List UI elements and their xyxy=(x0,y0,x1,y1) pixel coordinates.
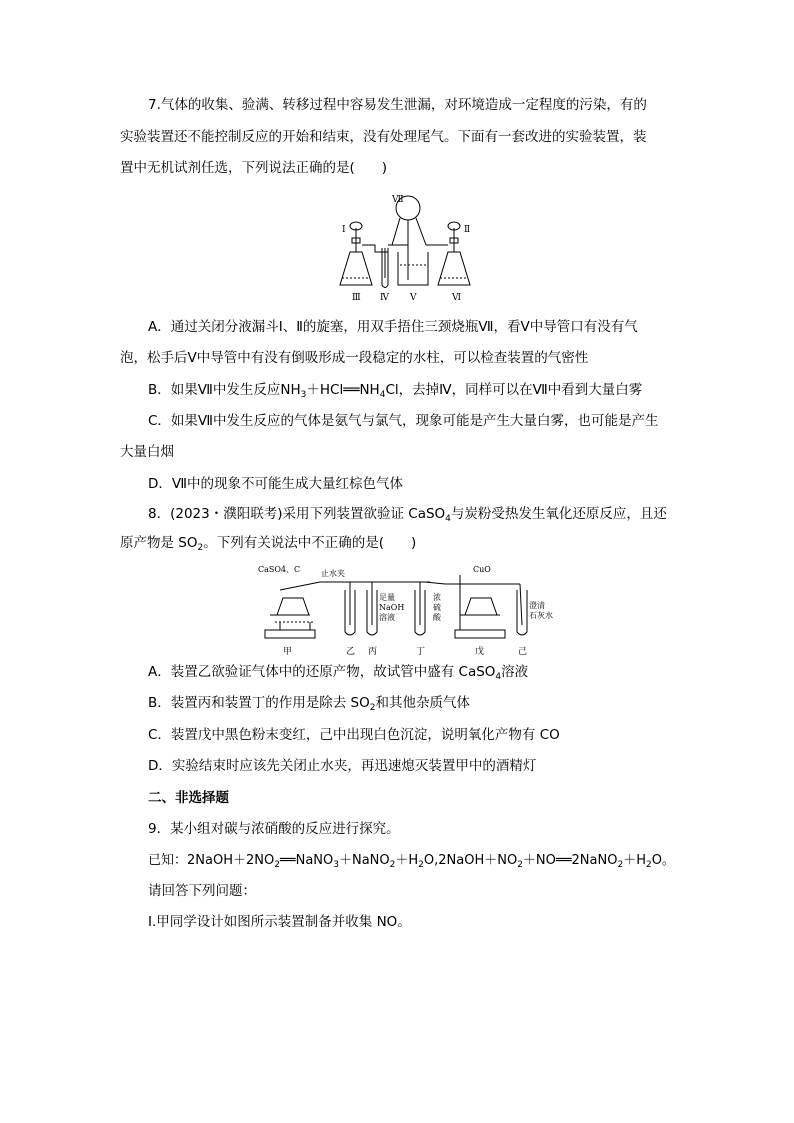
label-yi: 乙 xyxy=(346,647,356,657)
label-jia: 甲 xyxy=(283,647,293,657)
q7-option-a-line-1: A．通过关闭分液漏斗Ⅰ、Ⅱ的旋塞，用双手捂住三颈烧瓶Ⅶ，看Ⅴ中导管口有没有气 xyxy=(148,319,638,335)
q7-stem-line-1: 7.气体的收集、验满、转移过程中容易发生泄漏，对环境造成一定程度的污染，有的 xyxy=(148,97,647,113)
q7-option-c-line-2: 大量白烟 xyxy=(120,444,174,460)
label-ding: 丁 xyxy=(416,647,426,657)
tube-ji xyxy=(517,584,527,635)
tube-bing xyxy=(367,582,377,635)
q8-stem-line-2: 原产物是 $SO_2$。下列有关说法中不正确的是( ) xyxy=(120,535,417,553)
label-lime-1: 澄清 xyxy=(529,601,545,610)
label-i: Ⅰ xyxy=(342,225,346,235)
q9-stem: 9．某小组对碳与浓硝酸的反应进行探究。 xyxy=(148,821,400,837)
label-vi: Ⅵ xyxy=(452,293,462,303)
label-cuo: CuO xyxy=(473,565,491,574)
section-2-heading: 二、非选择题 xyxy=(148,790,229,806)
label-naoh-1: 足量 xyxy=(379,593,395,602)
label-wu: 戊 xyxy=(475,647,485,657)
q8-apparatus-figure xyxy=(255,560,555,660)
label-iv: Ⅳ xyxy=(380,293,389,303)
q8-option-c: C．装置戊中黑色粉末变红，己中出现白色沉淀，说明氧化产物有 CO xyxy=(148,727,560,743)
label-v: Ⅴ xyxy=(410,293,417,303)
q7-stem-line-3: 置中无机试剂任选，下列说法正确的是( ) xyxy=(120,160,388,176)
q9-known-equations: 已知：$2NaOH+2NO_2══NaNO_3+NaNO_2+H_2O,2NaOH+NO_2+NO══2NaNO_2+H_2O$。 xyxy=(148,853,675,870)
apparatus-jia xyxy=(265,582,345,638)
label-acid-3: 酸 xyxy=(433,613,441,622)
label-vii: Ⅶ xyxy=(392,195,404,205)
label-clamp: 止水夹 xyxy=(321,569,345,578)
beaker-v xyxy=(398,245,428,285)
q8-option-b: B．装置丙和装置丁的作用是除去 $SO_2$和其他杂质气体 xyxy=(148,695,470,713)
q8-option-a: A．装置乙欲验证气体中的还原产物，故试管中盛有 CaSO$_4$溶液 xyxy=(148,664,529,682)
tube-ding xyxy=(415,582,425,635)
label-bing: 丙 xyxy=(368,647,378,657)
tube-yi xyxy=(345,582,355,635)
label-ii: Ⅱ xyxy=(464,225,471,235)
label-reagent: CaSO4、C xyxy=(258,565,301,574)
label-iii: Ⅲ xyxy=(352,293,361,303)
label-lime-2: 石灰水 xyxy=(529,611,553,620)
q7-option-a-line-2: 泡，松手后Ⅴ中导管中有没有倒吸形成一段稳定的水柱，可以检查装置的气密性 xyxy=(120,350,589,366)
label-ji: 己 xyxy=(518,647,528,657)
q7-apparatus-figure xyxy=(330,190,480,305)
q8-option-d: D．实验结束时应该先关闭止水夹，再迅速熄灭装置甲中的酒精灯 xyxy=(148,758,537,774)
q7-option-c-line-1: C．如果Ⅶ中发生反应的气体是氨气与氯气，现象可能是产生大量白雾，也可能是产生 xyxy=(148,413,659,429)
q8-stem-line-1: 8．(2023・濮阳联考)采用下列装置欲验证 CaSO$_4$与炭粉受热发生氧化还原反应，且还 xyxy=(148,506,667,524)
q9-ask: 请回答下列问题： xyxy=(148,883,256,899)
label-acid-1: 浓 xyxy=(433,593,441,602)
label-naoh-3: 溶液 xyxy=(379,613,395,622)
label-naoh-2: NaOH xyxy=(379,603,405,612)
q7-option-b: B．如果Ⅶ中发生反应$NH_3+HCl══NH_4Cl$，去掉Ⅳ，同样可以在Ⅶ中看到大量白雾 xyxy=(148,382,643,400)
tube-iv xyxy=(382,248,388,288)
q9-part-1: Ⅰ.甲同学设计如图所示装置制备并收集 NO。 xyxy=(148,914,411,930)
q7-stem-line-2: 实验装置还不能控制反应的开始和结束，没有处理尾气。下面有一套改进的实验装置，装 xyxy=(120,129,647,145)
q7-option-d: D．Ⅶ中的现象不可能生成大量红棕色气体 xyxy=(148,476,404,492)
label-acid-2: 硫 xyxy=(433,603,441,612)
